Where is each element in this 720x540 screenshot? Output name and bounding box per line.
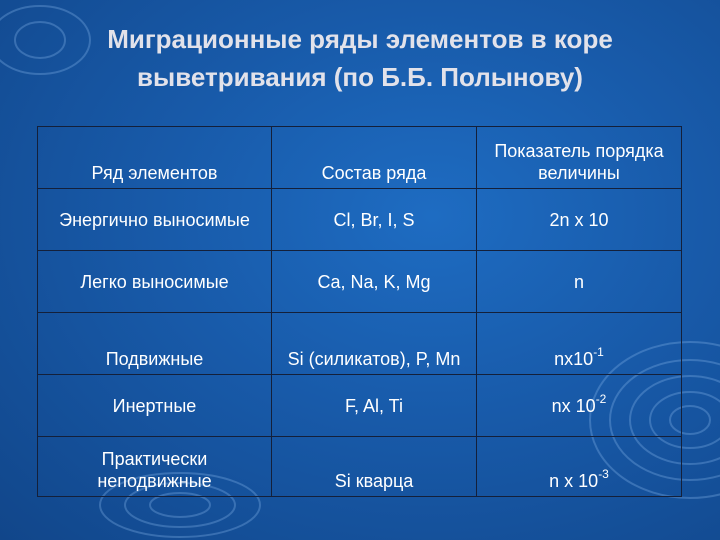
row-name: Легко выносимые [38, 251, 272, 313]
order-exponent: -1 [593, 345, 604, 359]
order-exponent: -2 [595, 391, 607, 406]
header-composition: Состав ряда [272, 127, 477, 189]
table-row [38, 189, 682, 251]
order-base: n [573, 271, 584, 292]
slide-title-line-1: Миграционные ряды элементов в коре [107, 24, 613, 54]
row-order [477, 189, 682, 251]
order-base: nx10 [554, 349, 594, 369]
table-row [38, 375, 682, 437]
order-base: 2n x 10 [549, 209, 609, 230]
row-name: Инертные [38, 375, 272, 437]
row-composition: Ca, Na, K, Mg [272, 251, 477, 313]
row-composition: Cl, Br, I, S [272, 189, 477, 251]
header-order-line-2: величины [538, 163, 620, 183]
table-row [38, 251, 682, 313]
table-row [38, 313, 682, 375]
slide-title-line-2: выветривания (по Б.Б. Полынову) [137, 62, 583, 92]
order-base: nx 10 [551, 395, 596, 416]
row-name: Энергично выносимые [38, 189, 272, 251]
header-row-elements: Ряд элементов [38, 127, 272, 189]
table-row [38, 437, 682, 497]
row-name: Подвижные [38, 313, 272, 375]
row-name: Практически неподвижные [38, 437, 272, 497]
table-header-row [38, 127, 682, 189]
row-order [477, 375, 682, 437]
order-exponent: -3 [598, 467, 609, 481]
row-composition: Si (силикатов), P, Mn [272, 313, 477, 375]
order-base: n x 10 [549, 471, 599, 491]
row-order [477, 313, 682, 375]
header-order-of-magnitude [477, 127, 682, 189]
migration-series-table [37, 126, 682, 497]
header-order-line-1: Показатель порядка [494, 141, 664, 161]
row-order [477, 437, 682, 497]
row-order [477, 251, 682, 313]
slide-title [40, 20, 680, 96]
row-composition: Si кварца [272, 437, 477, 497]
row-composition: F, Al, Ti [272, 375, 477, 437]
